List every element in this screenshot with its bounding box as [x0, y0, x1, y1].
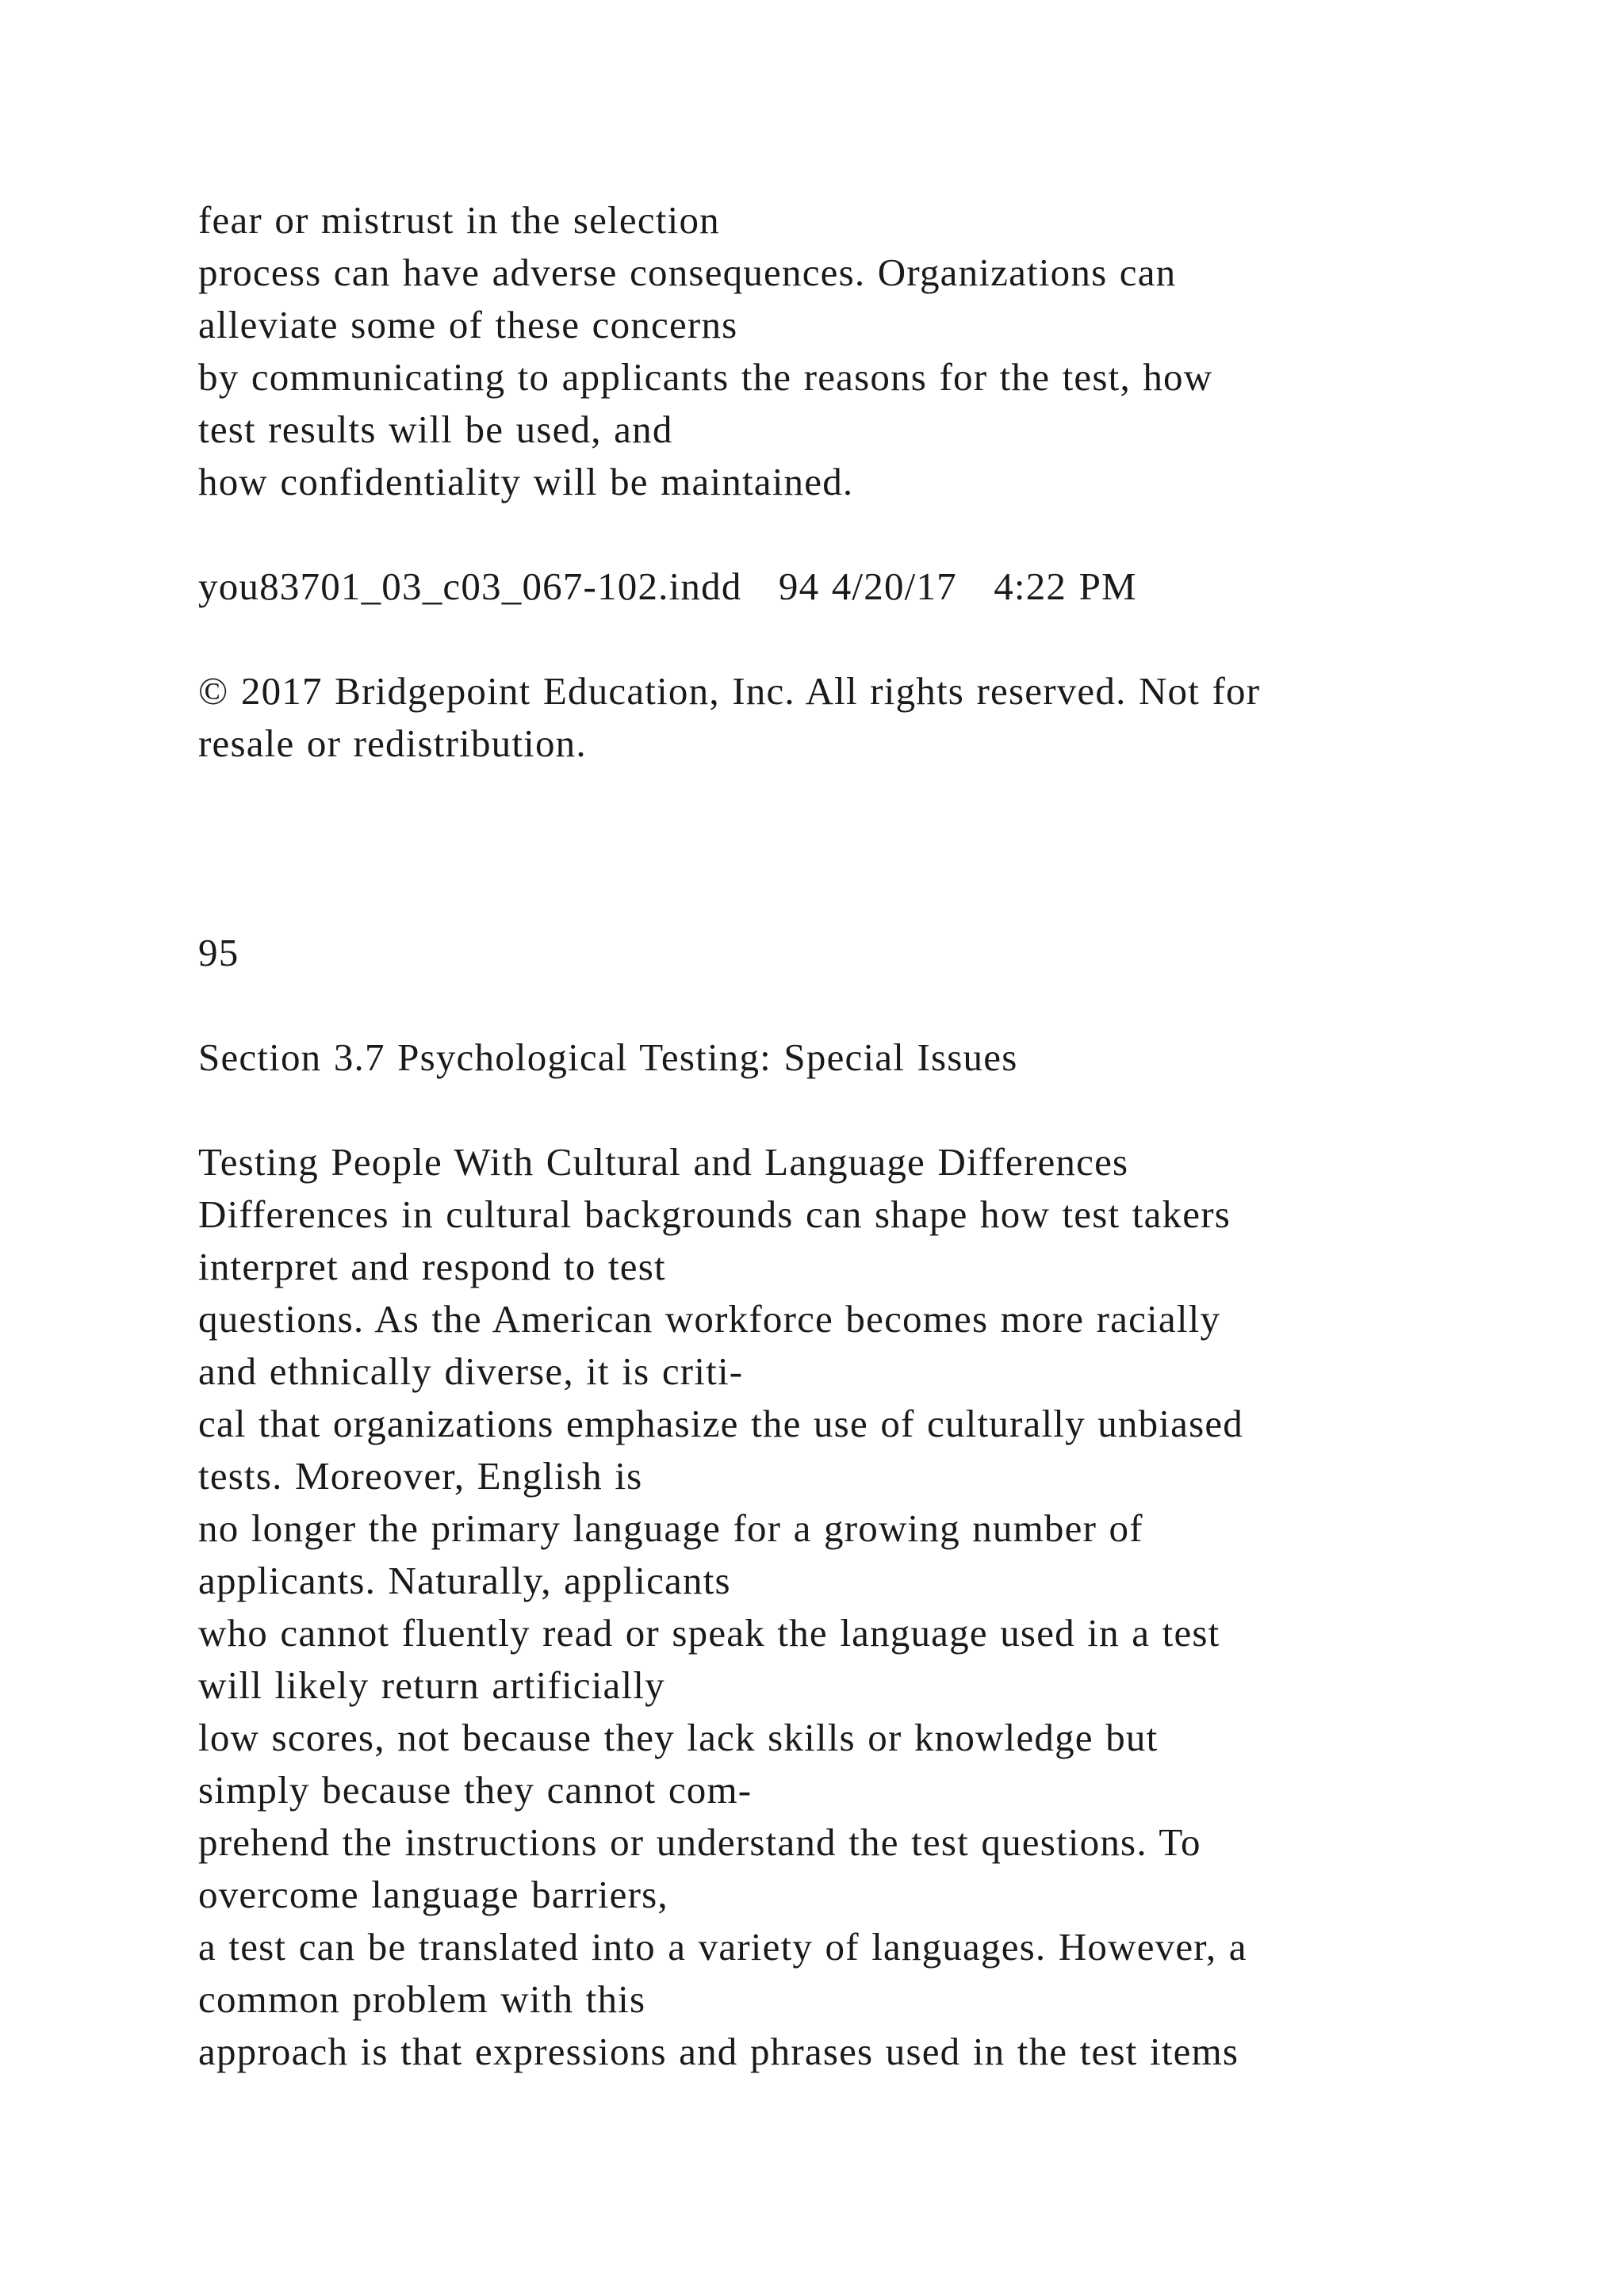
subheading: Testing People With Cultural and Language Differences — [198, 1140, 1129, 1184]
text-line: test results will be used, and — [198, 408, 673, 451]
text-line: cal that organizations emphasize the use of culturally unbiased — [198, 1402, 1244, 1445]
text-line: tests. Moreover, English is — [198, 1454, 643, 1498]
spacer — [198, 770, 1546, 822]
text-line: Differences in cultural backgrounds can shape how test takers — [198, 1192, 1231, 1236]
text-line: process can have adverse consequences. Organizations can — [198, 251, 1177, 294]
text-line: low scores, not because they lack skills or knowledge but — [198, 1716, 1159, 1759]
spacer — [198, 979, 1546, 1031]
page-number: 95 — [198, 931, 239, 974]
spacer — [198, 874, 1546, 927]
text-line: no longer the primary language for a growing number of — [198, 1506, 1143, 1550]
text-line: interpret and respond to test — [198, 1245, 666, 1288]
text-line: and ethnically diverse, it is criti- — [198, 1349, 744, 1393]
copyright-line: resale or redistribution. — [198, 721, 587, 765]
spacer — [198, 1084, 1546, 1136]
text-line: simply because they cannot com- — [198, 1768, 753, 1812]
text-line: prehend the instructions or understand the test questions. To — [198, 1820, 1201, 1864]
text-line: a test can be translated into a variety of languages. However, a — [198, 1925, 1247, 1969]
text-line: overcome language barriers, — [198, 1873, 668, 1916]
spacer — [198, 613, 1546, 665]
body-paragraph — [198, 1188, 1546, 2078]
text-line: how confidentiality will be maintained. — [198, 460, 854, 503]
text-line: will likely return artificially — [198, 1663, 665, 1707]
text-line: applicants. Naturally, applicants — [198, 1559, 731, 1602]
text-line: by communicating to applicants the reasons for the test, how — [198, 355, 1213, 399]
text-line: who cannot fluently read or speak the language used in a test — [198, 1611, 1220, 1655]
spacer — [198, 508, 1546, 561]
file-info: you83701_03_c03_067-102.indd 94 4/20/17 4:22 PM — [198, 564, 1137, 608]
section-heading: Section 3.7 Psychological Testing: Special Issues — [198, 1035, 1018, 1079]
copyright-line: © 2017 Bridgepoint Education, Inc. All rights reserved. Not for — [198, 669, 1261, 713]
text-line: alleviate some of these concerns — [198, 303, 738, 346]
text-line: approach is that expressions and phrases used in the test items — [198, 2030, 1239, 2073]
text-line: common problem with this — [198, 1977, 646, 2021]
spacer — [198, 822, 1546, 874]
text-line: fear or mistrust in the selection — [198, 198, 720, 242]
copyright-notice — [198, 665, 1546, 770]
document-page — [198, 194, 1546, 2078]
text-line: questions. As the American workforce becomes more racially — [198, 1297, 1221, 1341]
intro-paragraph — [198, 194, 1546, 508]
